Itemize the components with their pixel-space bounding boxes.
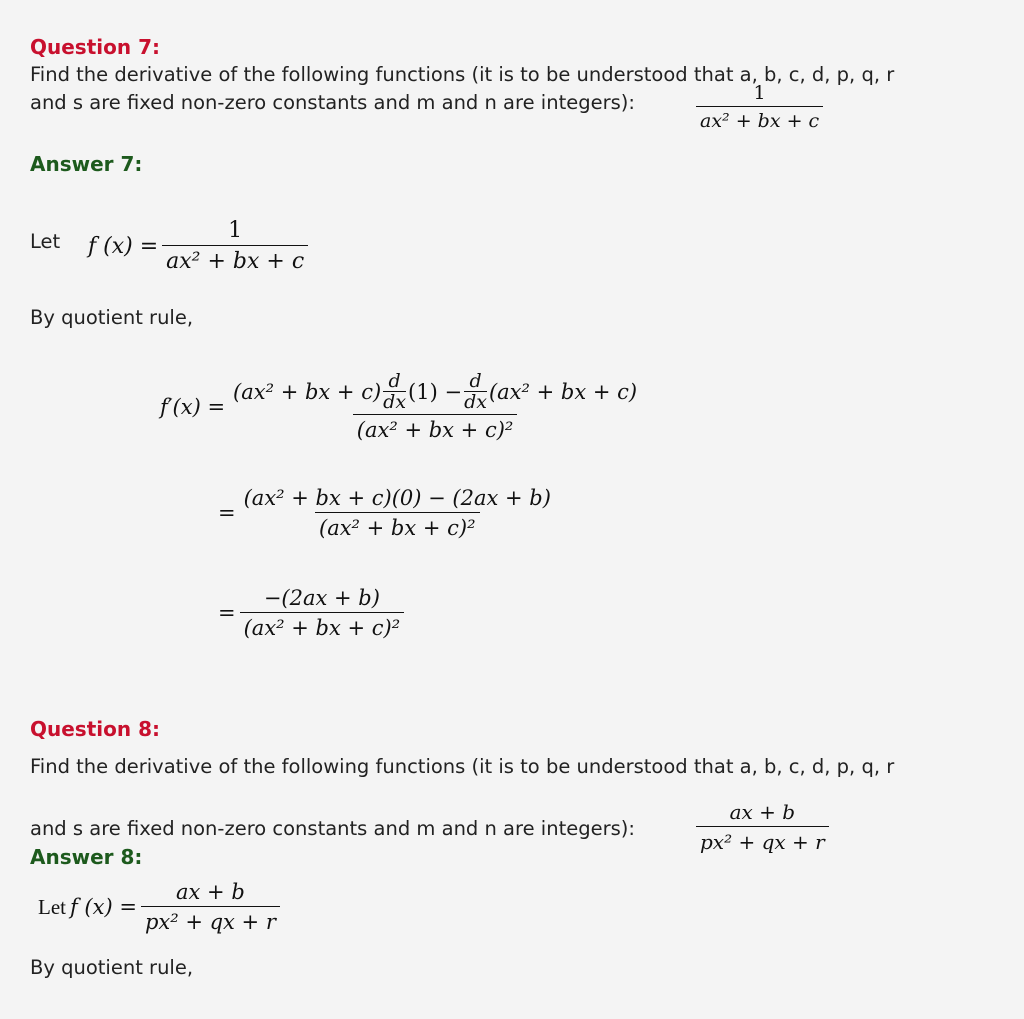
answer-7-def-denominator: ax² + bx + c [162, 245, 308, 274]
step-2-numerator: (ax² + bx + c)(0) − (2ax + b) [243, 486, 551, 510]
step-2-equals: = [218, 501, 236, 525]
answer-7-fprime-lhs: f′(x) = [160, 395, 226, 419]
step-1-dx-bottom: dx [383, 391, 407, 413]
answer-7-step-1 [160, 372, 641, 442]
q8-expr-denominator: px² + qx + r [696, 826, 829, 854]
q7-expr-numerator: 1 [753, 82, 766, 104]
answer-7-step-2 [218, 486, 555, 540]
step-1-d-top: d [388, 370, 401, 392]
step-1-dx-bottom-2: dx [464, 391, 487, 413]
answer-8-let-label: Let [38, 894, 66, 919]
step-2-denominator: (ax² + bx + c)² [315, 512, 480, 540]
answer-7-f-lhs: f (x) = [88, 233, 159, 259]
question-8-line-1: Find the derivative of the following functions (it is to be understood that a, b, c, d, p, q, r [30, 755, 895, 778]
answer-7-step-3 [218, 586, 404, 640]
answer-8-f-lhs: f (x) = [69, 895, 137, 919]
question-8-title: Question 8: [30, 717, 160, 741]
question-8-expression [696, 800, 829, 854]
answer-8-def-denominator: px² + qx + r [141, 906, 280, 934]
answer-8-title: Answer 8: [30, 845, 143, 869]
q7-expr-denominator: ax² + bx + c [696, 106, 823, 132]
question-7-title: Question 7: [30, 35, 160, 59]
step-1-d-top-2: d [469, 370, 482, 392]
step-3-equals: = [218, 601, 236, 625]
answer-8-definition [38, 880, 280, 934]
step-3-denominator: (ax² + bx + c)² [240, 612, 405, 640]
answer-7-title: Answer 7: [30, 152, 143, 176]
q8-expr-numerator: ax + b [729, 800, 796, 824]
question-7-line-1: Find the derivative of the following functions (it is to be understood that a, b, c, d, p, q, r [30, 63, 895, 86]
answer-7-quotient-rule: By quotient rule, [30, 306, 194, 329]
answer-7-def-numerator: 1 [228, 218, 243, 243]
step-1-denominator: (ax² + bx + c)² [353, 414, 518, 442]
answer-8-quotient-rule: By quotient rule, [30, 956, 194, 979]
answer-8-def-numerator: ax + b [176, 880, 245, 904]
question-7-line-2: and s are fixed non-zero constants and m and n are integers): [30, 91, 635, 114]
step-1-num-part-a: (ax² + bx + c) [233, 380, 382, 404]
step-1-num-part-c: (ax² + bx + c) [488, 380, 638, 404]
step-3-numerator: −(2ax + b) [263, 586, 380, 610]
answer-7-definition [88, 218, 308, 274]
step-1-num-part-b: (1) − [408, 380, 463, 404]
question-8-line-2: and s are fixed non-zero constants and m and n are integers): [30, 817, 635, 840]
question-7-expression [696, 82, 823, 132]
answer-7-let-label: Let [30, 230, 61, 253]
